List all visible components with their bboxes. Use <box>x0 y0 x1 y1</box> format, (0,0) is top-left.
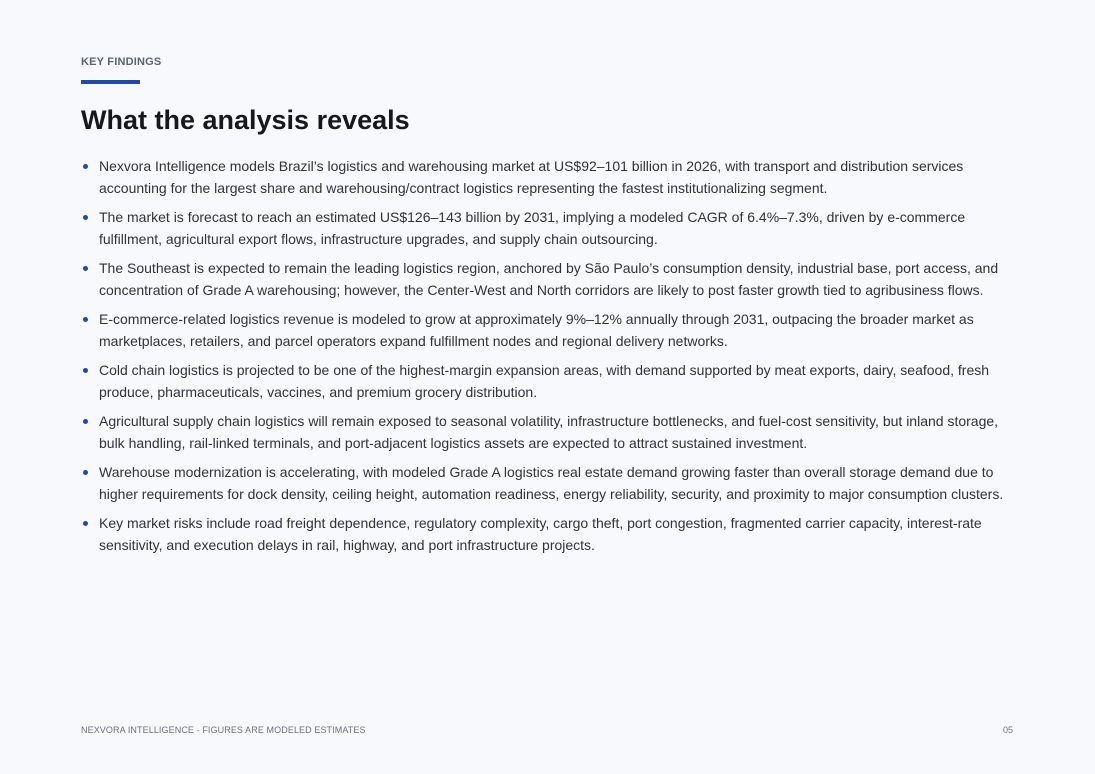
finding-item <box>81 359 1011 403</box>
bullet-icon <box>83 368 88 373</box>
finding-item <box>81 512 1011 556</box>
finding-item <box>81 410 1011 454</box>
findings-list <box>81 155 1011 563</box>
footer-source: NEXVORA INTELLIGENCE · FIGURES ARE MODELED ESTIMATES <box>81 725 366 735</box>
finding-text: Key market risks include road freight dependence, regulatory complexity, cargo theft, port congestion, fragmented carrier capacity, interest-rate sensitivity, and execution delays in rail, highway, and port infrastructure projects. <box>99 515 982 553</box>
bullet-icon <box>83 521 88 526</box>
finding-text: E-commerce-related logistics revenue is modeled to grow at approximately 9%–12% annually through 2031, outpacing the broader market as marketplaces, retailers, and parcel operators expand fulfillment nodes and regional delivery networks. <box>99 311 974 349</box>
bullet-icon <box>83 317 88 322</box>
section-eyebrow: KEY FINDINGS <box>81 56 162 68</box>
finding-item <box>81 257 1011 301</box>
bullet-icon <box>83 419 88 424</box>
bullet-icon <box>83 470 88 475</box>
finding-item <box>81 461 1011 505</box>
page-title: What the analysis reveals <box>81 105 410 135</box>
accent-bar <box>81 80 140 84</box>
finding-text: The market is forecast to reach an estimated US$126–143 billion by 2031, implying a modeled CAGR of 6.4%–7.3%, driven by e-commerce fulfillment, agricultural export flows, infrastructure upgrades, and supply chain outsourcing. <box>99 209 966 247</box>
bullet-icon <box>83 164 88 169</box>
bullet-icon <box>83 266 88 271</box>
finding-text: Warehouse modernization is accelerating, with modeled Grade A logistics real estate demand growing faster than overall storage demand due to higher requirements for dock density, ceiling height, automation readiness, energy reliability, security, and proximity to major consumption clusters. <box>99 464 1004 502</box>
finding-item <box>81 308 1011 352</box>
bullet-icon <box>83 215 88 220</box>
finding-item <box>81 206 1011 250</box>
finding-text: Nexvora Intelligence models Brazil’s logistics and warehousing market at US$92–101 billion in 2026, with transport and distribution services accounting for the largest share and warehousing/contract logistics representing the fastest institutionalizing segment. <box>99 158 964 196</box>
page-number: 05 <box>1002 725 1013 735</box>
finding-text: Agricultural supply chain logistics will remain exposed to seasonal volatility, infrastructure bottlenecks, and fuel-cost sensitivity, but inland storage, bulk handling, rail-linked terminals, and port-adjacent logistics assets are expected to attract sustained investment. <box>99 413 999 451</box>
finding-text: The Southeast is expected to remain the leading logistics region, anchored by São Paulo’s consumption density, industrial base, port access, and concentration of Grade A warehousing; however, the Center-West and North corridors are likely to post faster growth tied to agribusiness flows. <box>99 260 999 298</box>
finding-text: Cold chain logistics is projected to be one of the highest-margin expansion areas, with demand supported by meat exports, dairy, seafood, fresh produce, pharmaceuticals, vaccines, and premium grocery distribution. <box>99 362 990 400</box>
finding-item <box>81 155 1011 199</box>
